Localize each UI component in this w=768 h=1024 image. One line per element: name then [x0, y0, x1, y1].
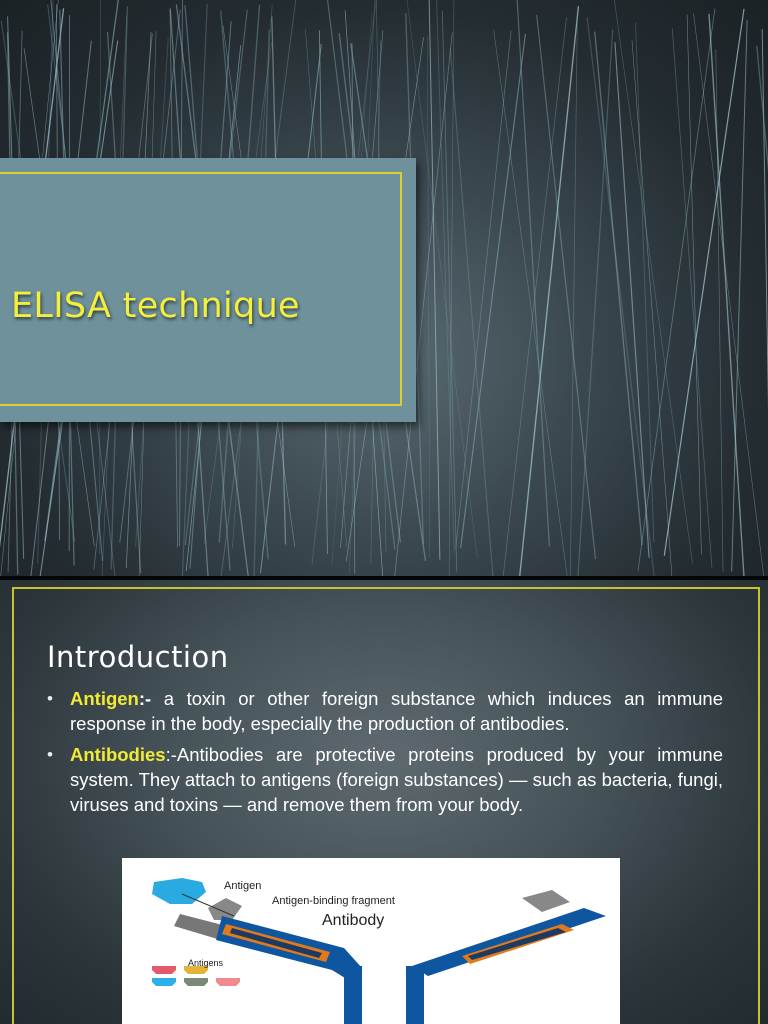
background-strand: [442, 11, 456, 572]
background-strand: [577, 30, 612, 576]
background-strand: [716, 49, 723, 571]
background-strand: [672, 28, 712, 567]
term-antigen: Antigen: [70, 688, 139, 709]
background-strand: [520, 6, 579, 576]
antibody-diagram: [122, 858, 620, 1024]
background-strand: [427, 36, 429, 558]
label-antibody: Antibody: [322, 912, 385, 929]
term-separator: :-: [165, 744, 177, 765]
introduction-slide: [0, 580, 768, 1024]
bullet-list: [47, 686, 723, 823]
background-strand: [614, 0, 693, 563]
slide-title: ELISA technique: [11, 286, 300, 326]
bullet-text: [70, 742, 723, 817]
fab-tip-right: [522, 890, 570, 912]
antigen-fragment-blue: [152, 978, 176, 986]
antigen-fragment-red: [152, 966, 176, 974]
antigen-fragment-pink: [216, 978, 240, 986]
bullet-antibodies: [47, 742, 723, 817]
background-strand: [636, 22, 654, 542]
section-heading: Introduction: [47, 640, 229, 674]
bullet-antigen: [47, 686, 723, 736]
definition-antibodies: Antibodies are protective proteins produced by your immune system. They attach to antigens (foreign substances) — such as bacteria, fungi, viruses and toxins — and remove them from your body.: [70, 744, 723, 815]
antibody-stem-left: [344, 966, 362, 1024]
definition-antigen: a toxin or other foreign substance which induces an immune response in the body, especially the production of antibodies.: [70, 688, 723, 734]
background-strand: [664, 9, 744, 556]
label-antigens: Antigens: [188, 958, 224, 968]
background-strand: [456, 31, 511, 549]
antigen-shape: [152, 878, 206, 904]
stem-gap: [362, 966, 406, 1024]
background-strand: [429, 0, 440, 560]
background-strand: [732, 20, 747, 572]
background-strand: [693, 13, 765, 576]
label-antigen: Antigen: [224, 880, 262, 892]
bullet-dot-icon: •: [47, 745, 53, 764]
term-antibodies: Antibodies: [70, 744, 166, 765]
label-antigen-binding-fragment: Antigen-binding fragment: [272, 895, 395, 907]
background-strand: [406, 0, 477, 558]
antibody-stem-right: [406, 966, 424, 1024]
background-strand: [687, 15, 701, 555]
background-strand: [595, 32, 642, 545]
term-separator: :-: [138, 688, 152, 709]
background-strand: [570, 23, 577, 576]
antigen-fragment-gray: [184, 978, 208, 986]
title-box: [0, 158, 416, 422]
bullet-text: [70, 686, 723, 736]
bullet-dot-icon: •: [47, 689, 53, 708]
background-strand: [450, 48, 493, 576]
fab-tip-left: [208, 898, 242, 920]
background-strand: [494, 31, 569, 576]
